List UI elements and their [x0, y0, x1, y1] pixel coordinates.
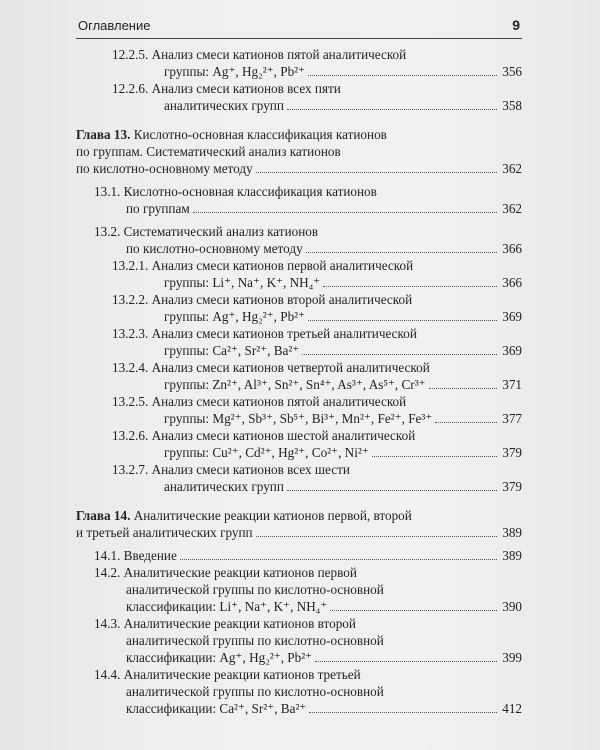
toc-entry-number: 13.2.4. [112, 360, 149, 375]
toc-entry-text: классификации: Li⁺, Na⁺, K⁺, NH₄⁺ [126, 599, 328, 614]
toc-entry-page: 369 [502, 309, 522, 324]
toc-entry-page: 356 [502, 64, 522, 79]
toc-entry-text: Аналитические реакции катионов второй [123, 616, 356, 631]
toc-entry[interactable] [94, 547, 522, 564]
toc-entry-text: по группам. Систематический анализ катионов [76, 144, 341, 159]
toc-entry-text: Анализ смеси катионов второй аналитической [151, 292, 413, 307]
toc-entry-text: Систематический анализ катионов [123, 224, 319, 239]
toc-entry-number: 13.2.1. [112, 258, 149, 273]
toc-entry-text: аналитических групп [164, 98, 284, 113]
toc-entry-text: группы: Mg²⁺, Sb³⁺, Sb⁵⁺, Bi³⁺, Mn²⁺, Fe²⁺, Fe³⁺ [164, 411, 433, 426]
toc-entry-text: Анализ смеси катионов шестой аналитической [151, 428, 416, 443]
toc-entry-page: 399 [502, 650, 522, 665]
header-title: Оглавление [78, 18, 151, 33]
toc-entry-page: 371 [502, 377, 522, 392]
toc-entry-text: группы: Li⁺, Na⁺, K⁺, NH₄⁺ [164, 275, 321, 290]
toc-entry-page: 362 [502, 201, 522, 216]
toc-entry[interactable] [112, 359, 522, 393]
toc-entry-text: Анализ смеси катионов первой аналитической [151, 258, 414, 273]
toc-entry-number: 13.1. [94, 184, 121, 199]
dot-leader [287, 109, 497, 110]
dot-leader [315, 661, 497, 662]
toc-entry-number: 13.2.6. [112, 428, 149, 443]
toc-entry[interactable] [112, 46, 522, 80]
toc-entry-number: Глава 14. [76, 508, 131, 523]
dot-leader [308, 320, 497, 321]
toc-entry-page: 358 [502, 98, 522, 113]
running-header [76, 16, 522, 39]
toc-entry-page: 366 [502, 275, 522, 290]
toc-entry-text: Аналитические реакции катионов третьей [123, 667, 361, 682]
toc-entry-text: классификации: Ca²⁺, Sr²⁺, Ba²⁺ [126, 701, 307, 716]
dot-leader [306, 252, 497, 253]
toc-entry-number: 12.2.6. [112, 81, 149, 96]
toc-entry[interactable] [94, 183, 522, 217]
toc-entry[interactable] [112, 427, 522, 461]
toc-entry-text: группы: Ag⁺, Hg₂²⁺, Pb²⁺ [164, 309, 306, 324]
toc-entry-text: Анализ смеси катионов всех шести [151, 462, 350, 477]
toc-entry-text: по кислотно-основному методу [126, 241, 303, 256]
toc-entry-text: Введение [123, 548, 177, 563]
toc-entry-number: 14.2. [94, 565, 121, 580]
toc-entry-text: и третьей аналитических групп [76, 525, 253, 540]
table-of-contents [76, 46, 522, 717]
toc-entry[interactable] [112, 393, 522, 427]
toc-entry-text: по группам [126, 201, 190, 216]
toc-entry-number: 13.2.3. [112, 326, 149, 341]
toc-entry-page: 377 [502, 411, 522, 426]
toc-entry[interactable] [112, 291, 522, 325]
toc-entry-number: 12.2.5. [112, 47, 149, 62]
toc-entry-text: аналитической группы по кислотно-основной [126, 633, 384, 648]
dot-leader [323, 286, 497, 287]
toc-entry-text: классификации: Ag⁺, Hg₂²⁺, Pb²⁺ [126, 650, 313, 665]
toc-entry[interactable] [112, 80, 522, 114]
toc-entry[interactable] [76, 507, 522, 541]
toc-entry[interactable] [112, 257, 522, 291]
toc-entry[interactable] [112, 325, 522, 359]
dot-leader [372, 456, 497, 457]
toc-entry-page: 389 [502, 548, 522, 563]
dot-leader [435, 422, 497, 423]
dot-leader [308, 75, 497, 76]
dot-leader [429, 388, 497, 389]
toc-entry-number: 14.1. [94, 548, 121, 563]
dot-leader [256, 536, 497, 537]
toc-entry[interactable] [76, 126, 522, 177]
toc-entry[interactable] [94, 615, 522, 666]
toc-entry-text: Анализ смеси катионов третьей аналитической [151, 326, 417, 341]
toc-entry-text: группы: Zn²⁺, Al³⁺, Sn²⁺, Sn⁴⁺, As³⁺, As⁵⁺, Cr³⁺ [164, 377, 426, 392]
toc-entry-page: 362 [502, 161, 522, 176]
toc-entry-number: Глава 13. [76, 127, 131, 142]
toc-entry-page: 379 [502, 479, 522, 494]
toc-entry-text: Аналитические реакции катионов первой [123, 565, 357, 580]
toc-entry-text: аналитической группы по кислотно-основной [126, 582, 384, 597]
dot-leader [193, 212, 497, 213]
toc-entry-text: группы: Ca²⁺, Sr²⁺, Ba²⁺ [164, 343, 300, 358]
toc-entry-text: Анализ смеси катионов пятой аналитической [151, 394, 407, 409]
toc-entry-number: 13.2.2. [112, 292, 149, 307]
toc-entry-number: 13.2.7. [112, 462, 149, 477]
dot-leader [256, 172, 497, 173]
dot-leader [302, 354, 497, 355]
toc-entry-page: 379 [502, 445, 522, 460]
toc-entry-page: 412 [502, 701, 522, 716]
toc-entry[interactable] [94, 666, 522, 717]
dot-leader [330, 610, 497, 611]
toc-entry-text: Анализ смеси катионов четвертой аналитической [151, 360, 430, 375]
toc-entry-text: Анализ смеси катионов пятой аналитической [151, 47, 407, 62]
toc-entry-text: группы: Ag⁺, Hg₂²⁺, Pb²⁺ [164, 64, 306, 79]
toc-entry-page: 390 [502, 599, 522, 614]
toc-entry-text: аналитической группы по кислотно-основной [126, 684, 384, 699]
dot-leader [180, 559, 497, 560]
toc-entry[interactable] [94, 223, 522, 257]
dot-leader [287, 490, 497, 491]
toc-entry[interactable] [112, 461, 522, 495]
page-number: 9 [512, 17, 520, 33]
toc-entry-text: Аналитические реакции катионов первой, второй [133, 508, 412, 523]
dot-leader [309, 712, 497, 713]
toc-entry-number: 13.2. [94, 224, 121, 239]
toc-entry-text: Кислотно-основная классификация катионов [133, 127, 387, 142]
toc-entry-number: 14.3. [94, 616, 121, 631]
toc-entry-text: группы: Cu²⁺, Cd²⁺, Hg²⁺, Co²⁺, Ni²⁺ [164, 445, 369, 460]
toc-entry-text: аналитических групп [164, 479, 284, 494]
toc-entry-number: 13.2.5. [112, 394, 149, 409]
toc-entry[interactable] [94, 564, 522, 615]
toc-entry-page: 369 [502, 343, 522, 358]
toc-entry-page: 389 [502, 525, 522, 540]
toc-entry-text: Кислотно-основная классификация катионов [123, 184, 377, 199]
toc-entry-page: 366 [502, 241, 522, 256]
toc-entry-text: по кислотно-основному методу [76, 161, 253, 176]
toc-entry-text: Анализ смеси катионов всех пяти [151, 81, 341, 96]
toc-entry-number: 14.4. [94, 667, 121, 682]
